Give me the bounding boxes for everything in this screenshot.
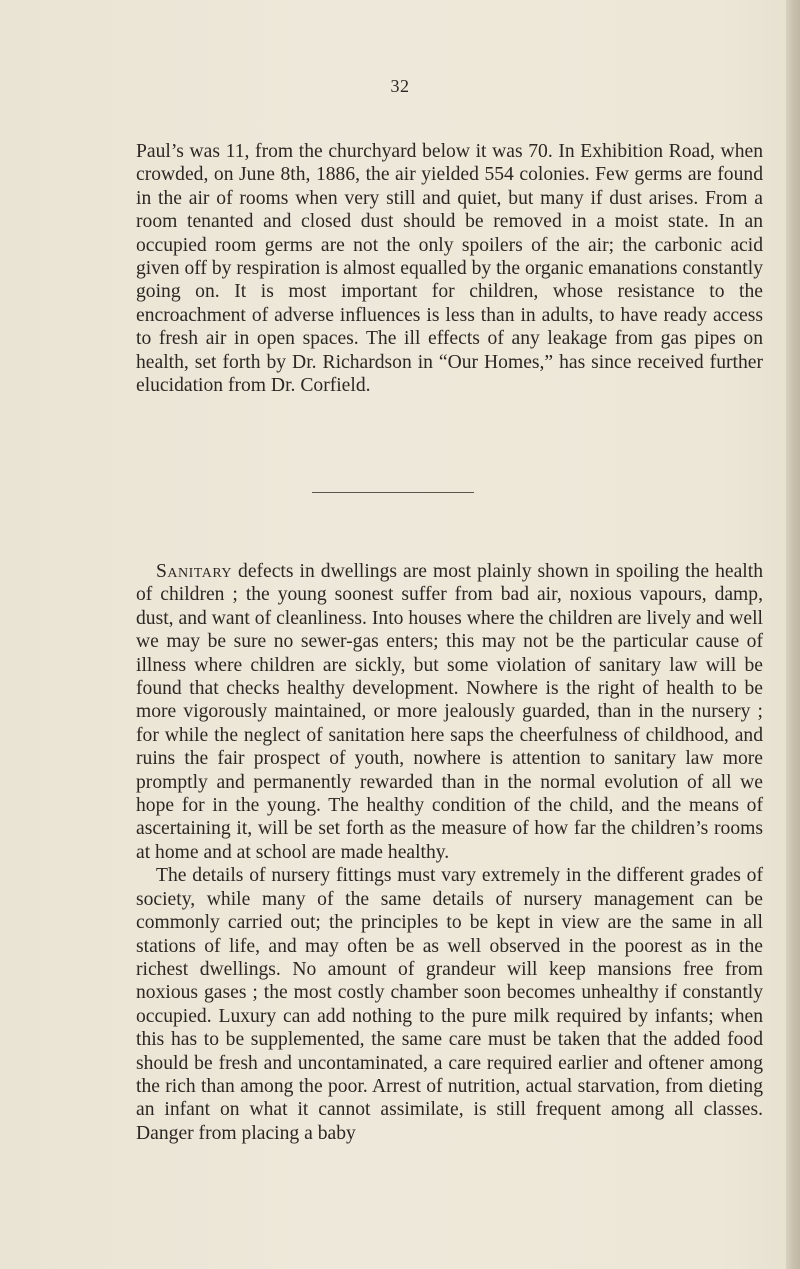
section-divider xyxy=(312,492,474,493)
sanitary-paragraph-1 xyxy=(136,560,763,864)
top-text-block xyxy=(136,140,763,397)
page-number: 32 xyxy=(390,76,410,96)
page-edge-shadow xyxy=(786,0,800,1269)
section-lead-word: Sanitary xyxy=(156,561,232,582)
sanitary-text-block xyxy=(136,560,763,1145)
top-paragraph: Paul’s was 11, from the churchyard below it was 70. In Exhibition Road, when crowded, on June 8th, 1886, the air yielded 554 colonies. Few germs are found in the air of rooms when very still and quiet, but many if dust arises. From a room tenanted and closed dust should be removed in a moist state. In an occupied room germs are not the only spoilers of the air; the carbonic acid given off by respiration is almost equalled by the organic emanations constantly going on. It is most important for children, whose resistance to the encroachment of adverse influences is less than in adults, to have ready access to fresh air in open spaces. The ill effects of any leakage from gas pipes on health, set forth by Dr. Richardson in “Our Homes,” has since received further elucidation from Dr. Corfield. xyxy=(136,141,763,397)
sanitary-paragraph-2: The details of nursery fittings must vary extremely in the different grades of society, while many of the same details of nursery management can be commonly carried out; the principles to be kept in view are the same in all stations of life, and may often be as well observed in the poorest as in the richest dwellings. No amount of grandeur will keep mansions free from noxious gases ; the most costly chamber soon becomes unhealthy if constantly occupied. Luxury can add nothing to the pure milk required by infants; when this has to be supplemented, the same care must be taken that the added food should be fresh and uncontaminated, a care required earlier and oftener among the rich than among the poor. Arrest of nutrition, actual starvation, from dieting an infant on what it cannot assimilate, is still frequent among all classes. Danger from placing a baby xyxy=(136,865,763,1144)
sanitary-paragraph-1-text: defects in dwellings are most plainly shown in spoiling the health of children ; the young soonest suffer from bad air, noxious vapours, damp, dust, and want of cleanliness. Into houses where the children are lively and well we may be sure no sewer-gas enters; this may not be the particular cause of illness where children are sickly, but some violation of sanitary law will be found that checks healthy development. Nowhere is the right of health to be more vigorously maintained, or more jealously guarded, than in the nursery ; for while the neglect of sanitation here saps the cheerfulness of childhood, and ruins the fair prospect of youth, nowhere is attention to sanitary law more promptly and permanently rewarded than in the normal evolution of all we hope for in the young. The healthy condition of the child, and the means of ascertaining it, will be set forth as the measure of how far the children’s rooms at home and at school are made healthy. xyxy=(136,561,763,863)
